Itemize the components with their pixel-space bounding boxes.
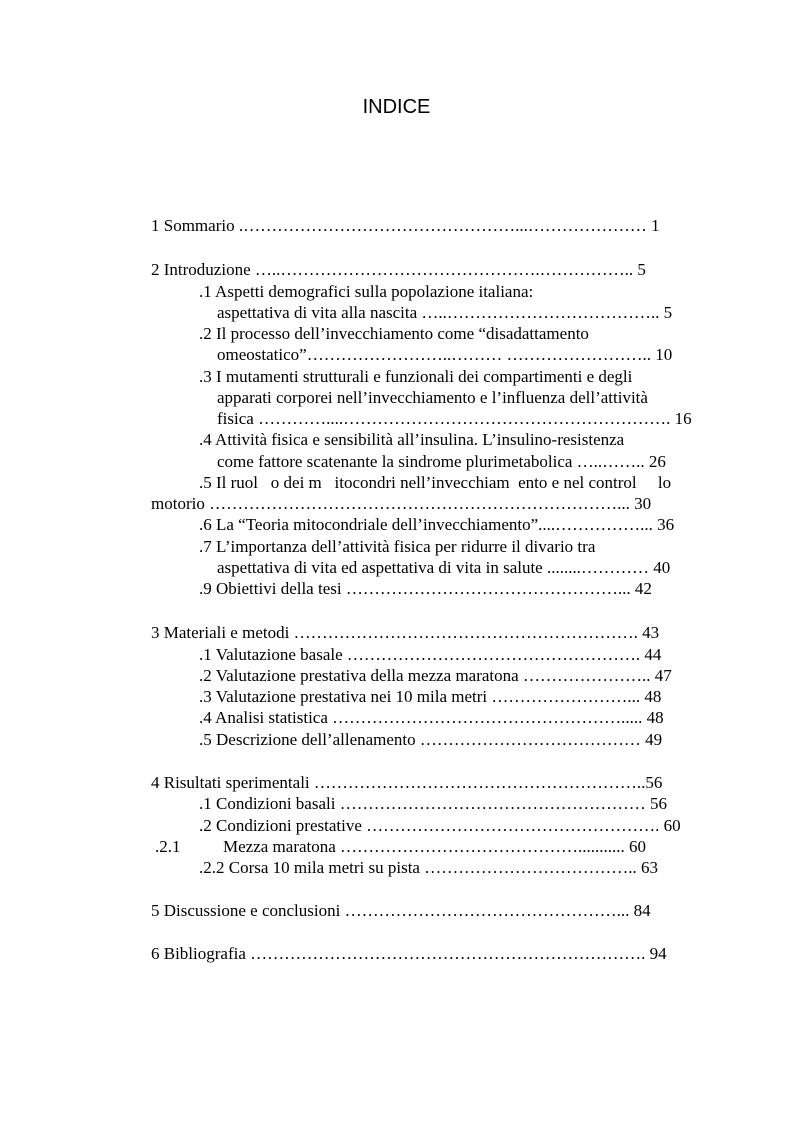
toc-subentry: .6 La “Teoria mitocondriale dell’invecchiamento”....……………... 36 [199,515,675,534]
toc-subentry-continuation: apparati corporei nell’invecchiamento e l’influenza dell’attività [217,388,648,407]
toc-subentry: .1 Valutazione basale ……………………………………………. 44 [199,645,662,664]
toc-subentry: .2 Il processo dell’invecchiamento come “disadattamento [199,324,589,343]
toc-subsubentry: .2.2 Corsa 10 mila metri su pista ……………………………….. 63 [199,858,658,877]
toc-subentry: .2 Valutazione prestativa della mezza maratona ………………….. 47 [199,666,672,685]
toc-entry-introduzione: 2 Introduzione …..……………………………………….…………….. 5 [151,260,646,279]
toc-subentry: .5 Descrizione dell’allenamento ………………………………… 49 [199,730,663,749]
toc-subentry: .3 I mutamenti strutturali e funzionali dei compartimenti e degli [199,367,633,386]
toc-subentry: .4 Attività fisica e sensibilità all’insulina. L’insulino-resistenza [199,430,625,449]
toc-subentry-continuation: fisica …………....…………………………………………………. 16 [217,409,692,428]
toc-entry-bibliografia: 6 Bibliografia ……………………………………………………………. 94 [151,944,667,963]
toc-subentry-continuation: aspettativa di vita ed aspettativa di vita in salute ........………… 40 [217,558,671,577]
toc-subentry: .9 Obiettivi della tesi …………………………………………... 42 [199,579,652,598]
toc-entry-sommario: 1 Sommario .…………………………………………...………………… 1 [151,216,660,235]
toc-subsubentry: .2.1 Mezza maratona ……………………………………........... 60 [155,837,647,856]
toc-subentry-continuation: omeostatico”……………………..……… …………………….. 10 [217,345,673,364]
toc-subentry: .4 Analisi statistica ……………………………………………..... 48 [199,708,664,727]
toc-subentry: .7 L’importanza dell’attività fisica per ridurre il divario tra [199,537,596,556]
toc-subentry: .1 Condizioni basali ……………………………………………… 56 [199,794,667,813]
toc-subentry: .2 Condizioni prestative ……………………………………………. 60 [199,816,681,835]
toc-entry-discussione: 5 Discussione e conclusioni …………………………………………... 84 [151,901,651,920]
toc-subentry-continuation: motorio ………………………………………………………………... 30 [151,494,652,513]
page-title: INDICE [362,96,431,118]
toc-subentry: .3 Valutazione prestativa nei 10 mila metri ……………………... 48 [199,687,662,706]
toc-subentry: .1 Aspetti demografici sulla popolazione italiana: [199,282,534,301]
toc-entry-materiali-e-metodi: 3 Materiali e metodi ……………………………………………………. 43 [151,623,660,642]
toc-entry-risultati-sperimentali: 4 Risultati sperimentali …………………………………………………..56 [151,773,663,792]
toc-subentry-continuation: aspettativa di vita alla nascita …..……………………………….. 5 [217,303,673,322]
toc-subentry: .5 Il ruol o dei m itocondri nell’invecchiam ento e nel control lo [199,473,672,492]
toc-subentry-continuation: come fattore scatenante la sindrome plurimetabolica …..…….. 26 [217,452,666,471]
